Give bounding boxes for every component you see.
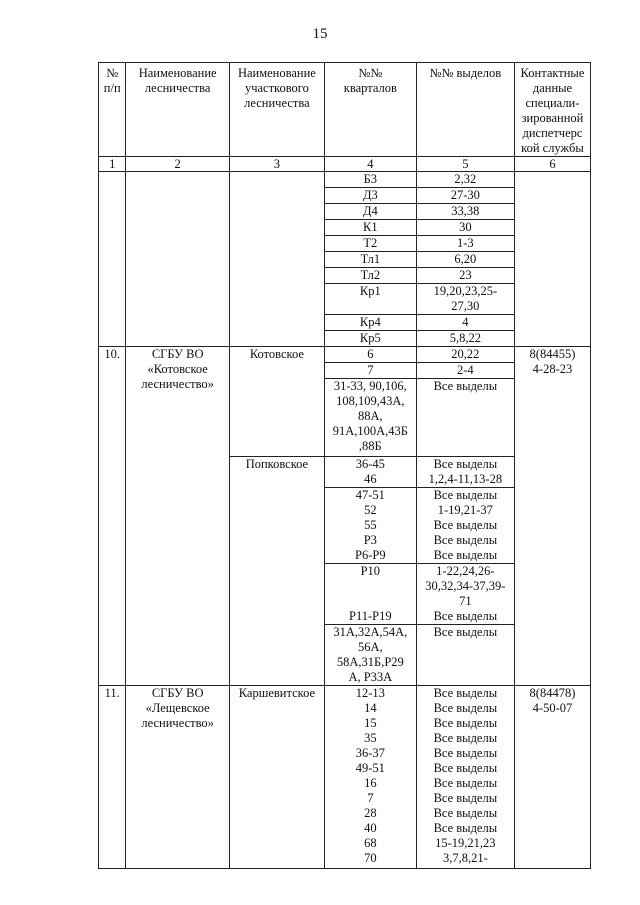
table-row bbox=[99, 686, 591, 869]
empty-cell bbox=[514, 172, 590, 347]
quarter-cell: 31-33, 90,106, 108,109,43А, 88А, 91А,100А,43Б ,88Б bbox=[324, 379, 416, 457]
column-number: 5 bbox=[416, 157, 514, 172]
district-forestry-name: Каршевитское bbox=[229, 686, 324, 869]
empty-cell bbox=[229, 172, 324, 347]
header-number: № п/п bbox=[99, 63, 126, 157]
column-number: 6 bbox=[514, 157, 590, 172]
page-number: 15 bbox=[312, 26, 328, 42]
header-forestry: Наименование лесничества bbox=[126, 63, 229, 157]
allotment-cell: Все выделы 1,2,4-11,13-28 bbox=[416, 457, 514, 488]
quarter-cell: Д3 bbox=[324, 188, 416, 204]
allotment-cell: 2-4 bbox=[416, 363, 514, 379]
column-number-row bbox=[99, 157, 591, 172]
empty-cell bbox=[99, 172, 126, 347]
header-quarters: №№ кварталов bbox=[324, 63, 416, 157]
contact-cell: 8(84455) 4-28-23 bbox=[514, 347, 590, 686]
quarter-cell: Тл2 bbox=[324, 268, 416, 284]
quarter-cell: 47-51 52 55 Р3 Р6-Р9 bbox=[324, 488, 416, 564]
header-allotments: №№ выделов bbox=[416, 63, 514, 157]
row-number: 11. bbox=[99, 686, 126, 869]
header-district-forestry: Наименование участкового лесничества bbox=[229, 63, 324, 157]
allotment-cell: Все выделы bbox=[416, 625, 514, 686]
forestry-table bbox=[98, 62, 591, 869]
row-number: 10. bbox=[99, 347, 126, 686]
allotment-cell: 30 bbox=[416, 220, 514, 236]
allotment-cell: 1-3 bbox=[416, 236, 514, 252]
allotment-cell: 19,20,23,25- 27,30 bbox=[416, 284, 514, 315]
forestry-name: СГБУ ВО «Лещевское лесничество» bbox=[126, 686, 229, 869]
header-row bbox=[99, 63, 591, 157]
header-contacts: Контактные данные специали- зированной диспетчерс кой службы bbox=[514, 63, 590, 157]
contact-cell: 8(84478) 4-50-07 bbox=[514, 686, 590, 869]
quarter-cell: 6 bbox=[324, 347, 416, 363]
column-number: 3 bbox=[229, 157, 324, 172]
quarter-cell: Кр5 bbox=[324, 331, 416, 347]
district-forestry-name: Котовское bbox=[229, 347, 324, 457]
quarter-cell: 7 bbox=[324, 363, 416, 379]
quarter-cell: К1 bbox=[324, 220, 416, 236]
allotment-cell: Все выделы Все выделы Все выделы Все выделы Все выделы Все выделы Все выделы Все выделы Все выделы Все выделы 15-19,21,23 3,7,8,21- bbox=[416, 686, 514, 869]
quarter-cell: Кр1 bbox=[324, 284, 416, 315]
quarter-cell: 12-13 14 15 35 36-37 49-51 16 7 28 40 68 70 bbox=[324, 686, 416, 869]
allotment-cell: 20,22 bbox=[416, 347, 514, 363]
quarter-cell: 31А,32А,54А, 56А, 58А,31Б,Р29 А, Р33А bbox=[324, 625, 416, 686]
table-row bbox=[99, 347, 591, 363]
allotment-cell: 5,8,22 bbox=[416, 331, 514, 347]
district-forestry-name: Попковское bbox=[229, 457, 324, 686]
allotment-cell: 1-22,24,26- 30,32,34-37,39- 71 Все выделы bbox=[416, 564, 514, 625]
allotment-cell: 4 bbox=[416, 315, 514, 331]
quarter-cell: Кр4 bbox=[324, 315, 416, 331]
table-row bbox=[99, 172, 591, 188]
quarter-cell: Б3 bbox=[324, 172, 416, 188]
quarter-cell: 36-45 46 bbox=[324, 457, 416, 488]
allotment-cell: Все выделы bbox=[416, 379, 514, 457]
allotment-cell: 23 bbox=[416, 268, 514, 284]
column-number: 1 bbox=[99, 157, 126, 172]
quarter-cell: Тл1 bbox=[324, 252, 416, 268]
allotment-cell: 6,20 bbox=[416, 252, 514, 268]
empty-cell bbox=[126, 172, 229, 347]
column-number: 4 bbox=[324, 157, 416, 172]
quarter-cell: Р10 Р11-Р19 bbox=[324, 564, 416, 625]
quarter-cell: Т2 bbox=[324, 236, 416, 252]
allotment-cell: 33,38 bbox=[416, 204, 514, 220]
column-number: 2 bbox=[126, 157, 229, 172]
quarter-cell: Д4 bbox=[324, 204, 416, 220]
forestry-name: СГБУ ВО «Котовское лесничество» bbox=[126, 347, 229, 686]
allotment-cell: 27-30 bbox=[416, 188, 514, 204]
allotment-cell: Все выделы 1-19,21-37 Все выделы Все выделы Все выделы bbox=[416, 488, 514, 564]
allotment-cell: 2,32 bbox=[416, 172, 514, 188]
